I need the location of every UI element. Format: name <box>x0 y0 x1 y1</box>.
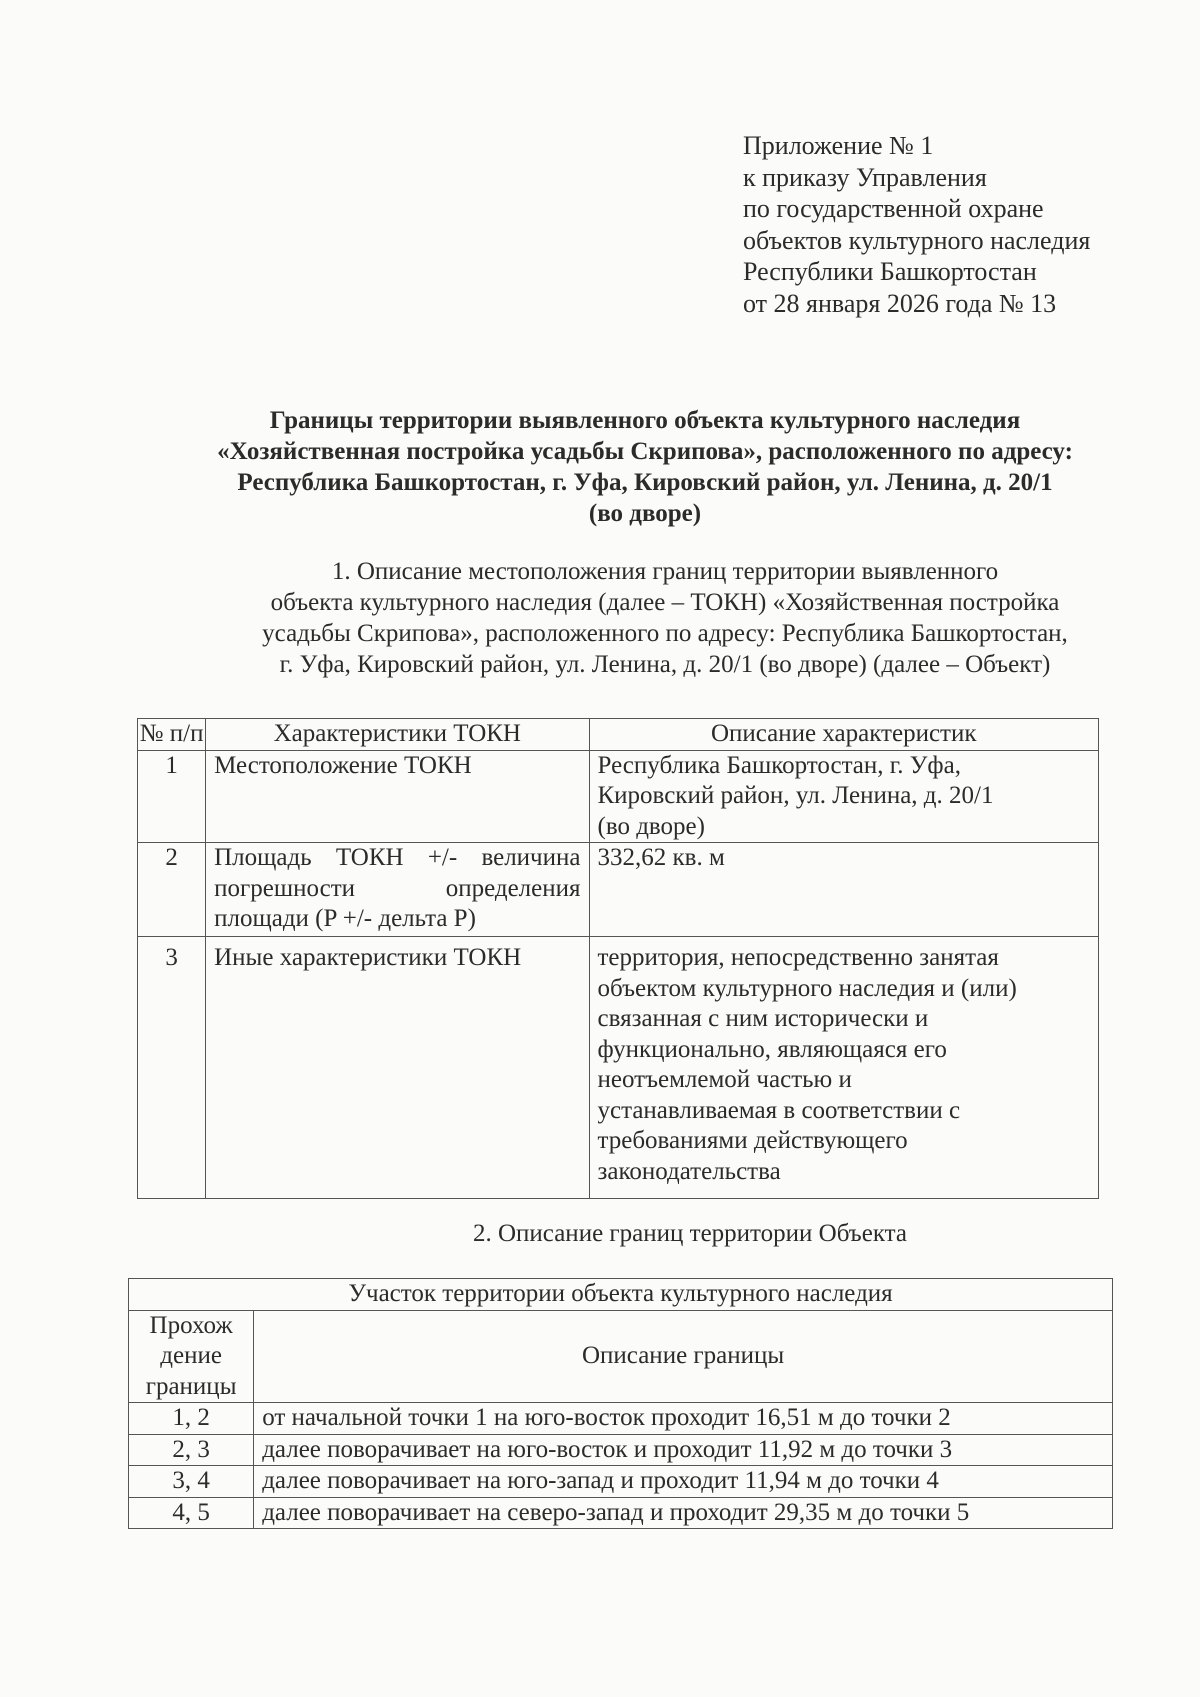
table-row <box>138 843 1099 937</box>
header-passage-line: Прохож <box>149 1311 233 1339</box>
appendix-line: по государственной охране <box>743 194 1044 223</box>
header-passage-line: дение <box>160 1342 222 1369</box>
boundary-table <box>128 1278 1113 1529</box>
characteristics-table <box>137 718 1099 1199</box>
table-header-row <box>138 719 1099 751</box>
table-row <box>129 1466 1113 1498</box>
row-passage: 2, 3 <box>129 1434 254 1466</box>
table-row <box>129 1434 1113 1466</box>
description-line: требованиями действующего <box>597 1127 908 1154</box>
description-line: территория, непосредственно занятая <box>597 944 999 971</box>
document-title <box>120 405 1170 529</box>
header-passage-line: границы <box>145 1372 237 1400</box>
table-row <box>129 1497 1113 1529</box>
row-number: 3 <box>138 937 206 1199</box>
description-line: Республика Башкортостан, г. Уфа, <box>597 751 961 779</box>
row-boundary-description: далее поворачивает на юго-запад и проходит 11,94 м до точки 4 <box>254 1466 1113 1498</box>
appendix-line: Приложение № 1 <box>743 131 934 160</box>
table-caption: Участок территории объекта культурного наследия <box>129 1279 1113 1311</box>
description-line: функционально, являющаяся его <box>597 1035 947 1063</box>
section-1-heading <box>160 556 1170 680</box>
description-line: устанавливаемая в соответствии с <box>597 1096 961 1124</box>
header-passage <box>129 1310 254 1403</box>
characteristic-line: площади (P +/- дельта P) <box>214 905 476 932</box>
description-line: (во дворе) <box>597 812 705 840</box>
row-number: 2 <box>138 843 206 937</box>
characteristic-line: погрешности определения <box>214 874 581 902</box>
description-line: Кировский район, ул. Ленина, д. 20/1 <box>597 782 994 809</box>
header-number: № п/п <box>138 719 206 751</box>
description-line: законодательства <box>597 1157 781 1185</box>
appendix-line: Республики Башкортостан <box>743 257 1037 286</box>
row-passage: 1, 2 <box>129 1403 254 1435</box>
appendix-line: объектов культурного наследия <box>743 225 1091 255</box>
row-description <box>589 937 1099 1199</box>
header-description: Описание характеристик <box>589 719 1099 751</box>
characteristic-line: Площадь ТОКН +/- величина <box>214 844 581 871</box>
section-1-line: 1. Описание местоположения границ территории выявленного <box>331 558 999 585</box>
row-boundary-description: от начальной точки 1 на юго-восток проходит 16,51 м до точки 2 <box>254 1403 1113 1435</box>
description-line: неотъемлемой частью и <box>597 1066 852 1093</box>
row-characteristic: Иные характеристики ТОКН <box>206 937 589 1199</box>
header-characteristics: Характеристики ТОКН <box>206 719 589 751</box>
row-passage: 4, 5 <box>129 1497 254 1529</box>
row-boundary-description: далее поворачивает на юго-восток и проходит 11,92 м до точки 3 <box>254 1434 1113 1466</box>
table-row <box>129 1403 1113 1435</box>
title-line: «Хозяйственная постройка усадьбы Скрипова», расположенного по адресу: <box>217 438 1073 465</box>
table-header-row <box>129 1310 1113 1403</box>
section-1-line: объекта культурного наследия (далее – ТОКН) «Хозяйственная постройка <box>270 589 1060 616</box>
title-line: Республика Башкортостан, г. Уфа, Кировский район, ул. Ленина, д. 20/1 <box>237 469 1053 496</box>
row-boundary-description: далее поворачивает на северо-запад и проходит 29,35 м до точки 5 <box>254 1497 1113 1529</box>
section-1-line: г. Уфа, Кировский район, ул. Ленина, д. 20/1 (во дворе) (далее – Объект) <box>279 651 1051 678</box>
row-characteristic <box>206 843 589 937</box>
row-characteristic: Местоположение ТОКН <box>206 750 589 843</box>
description-line: объектом культурного наследия и (или) <box>597 974 1017 1002</box>
description-line: связанная с ним исторически и <box>597 1005 929 1032</box>
table-caption-row <box>129 1279 1113 1311</box>
row-passage: 3, 4 <box>129 1466 254 1498</box>
appendix-block <box>743 130 1090 319</box>
row-description <box>589 843 1099 937</box>
appendix-line: к приказу Управления <box>743 162 987 192</box>
table-row <box>138 937 1099 1199</box>
row-number: 1 <box>138 750 206 843</box>
section-2-heading: 2. Описание границ территории Объекта <box>473 1220 907 1247</box>
description-line: 332,62 кв. м <box>597 844 725 871</box>
header-boundary-description: Описание границы <box>254 1310 1113 1403</box>
appendix-line: от 28 января 2026 года № 13 <box>743 288 1057 318</box>
section-1-line: усадьбы Скрипова», расположенного по адресу: Республика Башкортостан, <box>262 620 1068 647</box>
table-row <box>138 750 1099 843</box>
row-description <box>589 750 1099 843</box>
title-line: (во дворе) <box>588 500 702 527</box>
title-line: Границы территории выявленного объекта культурного наследия <box>269 407 1021 434</box>
